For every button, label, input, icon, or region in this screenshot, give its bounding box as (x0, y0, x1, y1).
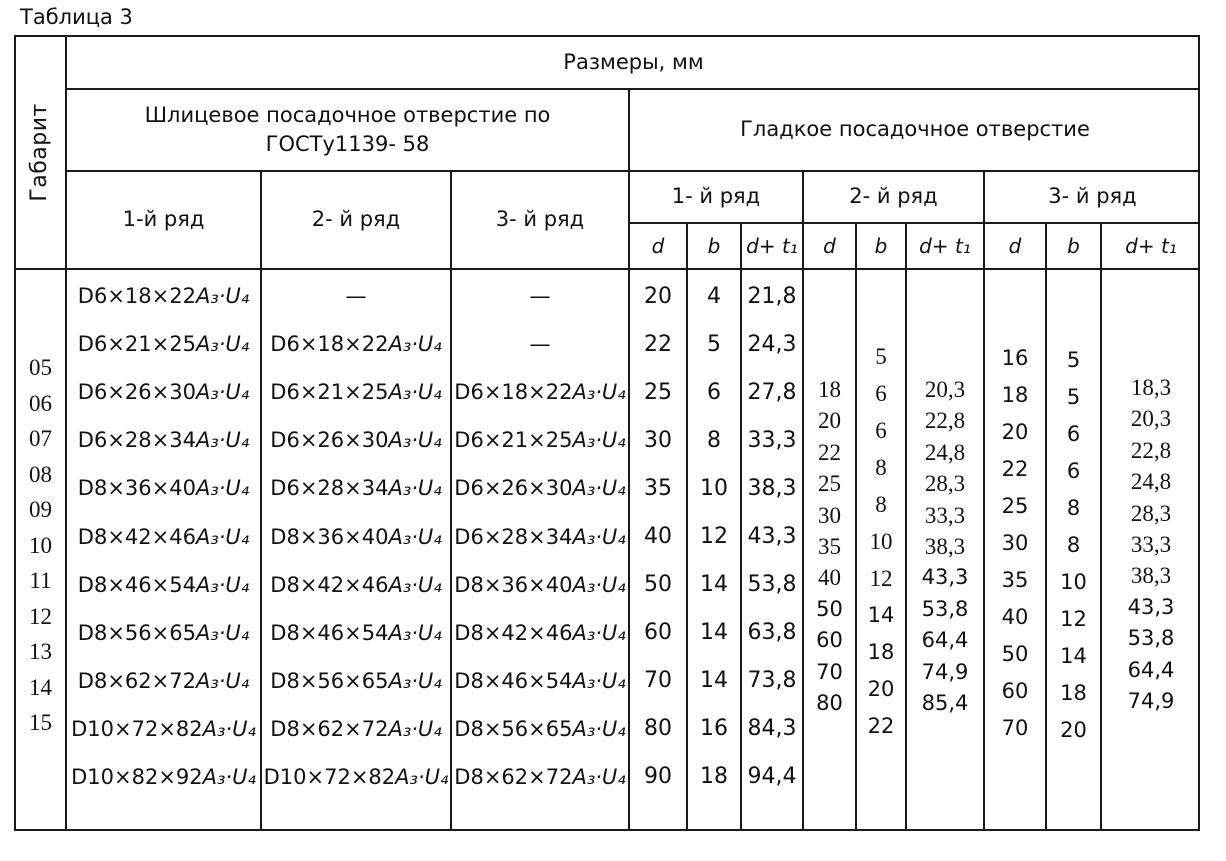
dt1-value: 20,3 (1130, 406, 1172, 432)
dt1-value: 84,3 (747, 716, 797, 742)
b-label: b (707, 234, 721, 258)
splined-designation: — (529, 332, 551, 357)
dt1-value: 53,8 (921, 596, 969, 621)
smooth3-d-column (983, 268, 1045, 831)
b-value: 20 (1060, 718, 1087, 742)
d-value: 60 (1001, 679, 1029, 703)
b-value: 14 (1060, 644, 1087, 668)
smooth3-dt1-values-sans (1102, 592, 1200, 718)
d-value: 18 (818, 377, 841, 402)
d-value: 18 (1001, 383, 1029, 407)
splined-designation: D6×26×30 A₃·U₄ (270, 428, 442, 453)
d-value: 80 (644, 716, 672, 742)
splined-designation: D6×28×34 A₃·U₄ (270, 476, 442, 501)
smooth-col2-header (802, 170, 983, 222)
b-value: 12 (700, 524, 728, 550)
dt1-value: 38,3 (747, 475, 797, 501)
b-value: 18 (1060, 681, 1087, 705)
d-value: 35 (1001, 568, 1029, 592)
smooth1-b-values (686, 268, 740, 831)
smooth1-b-header (686, 222, 740, 268)
splined-col1-header (65, 170, 260, 268)
smooth-section-header-cell (628, 88, 1200, 170)
d-label: d (1008, 234, 1022, 258)
splined-col1-header-label: 1-й ряд (122, 207, 205, 232)
smooth3-d-values (985, 340, 1045, 747)
dt1-label: d+ t₁ (1125, 234, 1177, 258)
d-value: 40 (1001, 605, 1029, 629)
d-value: 40 (818, 565, 841, 591)
smooth2-dt1-header (905, 222, 983, 268)
b-value: 8 (1066, 496, 1081, 520)
dt1-value: 85,4 (921, 691, 969, 716)
dt1-value: 20,3 (924, 377, 966, 402)
smooth2-dt1-values-serif (907, 374, 983, 562)
dt1-value: 22,8 (924, 408, 966, 434)
smooth1-dt1-values (740, 268, 802, 831)
d-value: 35 (644, 475, 672, 501)
smooth2-b-header (855, 222, 905, 268)
dt1-value: 21,8 (747, 283, 797, 309)
b-value: 6 (1066, 459, 1081, 483)
b-value: 8 (875, 492, 887, 517)
b-label: b (1067, 234, 1080, 258)
smooth3-dt1-values-serif (1102, 372, 1200, 592)
gabarit-value: 15 (29, 710, 52, 735)
smooth3-dt1-header (1100, 222, 1200, 268)
smooth3-d-header (983, 222, 1045, 268)
splined-section-header-line2: ГОСТу1139- 58 (265, 132, 430, 156)
b-value: 14 (867, 603, 895, 627)
smooth-col1-header-label: 1- й ряд (671, 184, 761, 209)
dt1-value: 22,8 (1130, 437, 1172, 463)
gabarit-header-cell (14, 35, 65, 268)
splined-designation: — (529, 284, 551, 309)
d-value: 30 (644, 427, 672, 453)
splined-designation: D8×56×65 A₃·U₄ (77, 620, 250, 645)
splined-designation: D6×26×30 A₃·U₄ (77, 380, 250, 405)
b-value: 10 (700, 475, 728, 501)
b-value: 16 (700, 716, 728, 742)
splined-designation: D10×82×92 A₃·U₄ (71, 764, 256, 789)
b-value: 8 (875, 455, 887, 480)
splined-designation: D6×18×22 A₃·U₄ (270, 332, 442, 357)
b-value: 4 (707, 283, 721, 309)
dt1-value: 27,8 (747, 379, 797, 405)
smooth1-d-header (628, 222, 686, 268)
splined-designation: D6×28×34 A₃·U₄ (454, 524, 626, 549)
gabarit-value: 05 (29, 355, 52, 380)
d-value: 22 (644, 331, 672, 357)
d-value: 80 (816, 691, 843, 716)
dt1-value: 24,8 (924, 439, 966, 465)
d-value: 50 (816, 596, 843, 621)
b-value: 14 (700, 668, 728, 694)
b-value: 5 (1066, 385, 1081, 409)
splined-designation: D6×26×30 A₃·U₄ (454, 476, 626, 501)
d-value: 70 (816, 659, 843, 684)
smooth2-d-column (802, 268, 855, 831)
dt1-value: 74,9 (921, 659, 969, 684)
gabarit-value: 12 (29, 603, 52, 629)
splined-designation: D8×46×54 A₃·U₄ (270, 620, 442, 645)
d-value: 22 (818, 439, 841, 465)
d-value: 60 (644, 620, 672, 646)
smooth3-dt1-column (1100, 268, 1200, 831)
splined-section-header-line1: Шлицевое посадочное отверстие по (144, 102, 551, 127)
d-value: 70 (644, 668, 672, 694)
splined-designation: D8×42×46 A₃·U₄ (77, 524, 250, 549)
b-value: 12 (869, 566, 893, 591)
smooth-col3-header-label: 3- й ряд (1048, 184, 1137, 209)
splined-col3-header (450, 170, 628, 268)
sizes-header-label: Размеры, мм (563, 49, 704, 74)
splined-designation: D8×62×72 A₃·U₄ (270, 716, 442, 741)
dt1-value: 33,3 (747, 427, 797, 453)
splined-designation: D10×72×82 A₃·U₄ (71, 716, 256, 741)
dt1-value: 73,8 (747, 668, 797, 694)
dt1-value: 28,3 (924, 471, 966, 497)
smooth-col1-header (628, 170, 802, 222)
dt1-value: 94,4 (747, 764, 797, 790)
d-value: 20 (1001, 420, 1029, 444)
b-value: 10 (869, 529, 893, 554)
splined-col1-values (65, 268, 260, 831)
dt1-value: 43,3 (747, 524, 797, 550)
d-value: 25 (1001, 494, 1029, 518)
smooth3-b-header (1045, 222, 1100, 268)
b-value: 20 (867, 677, 895, 701)
d-value: 50 (644, 572, 672, 598)
splined-designation: D8×36×40 A₃·U₄ (454, 572, 626, 597)
d-value: 70 (1001, 716, 1029, 740)
dt1-value: 53,8 (1127, 626, 1175, 651)
splined-designation: D8×46×54 A₃·U₄ (77, 572, 250, 597)
d-value: 20 (644, 283, 672, 309)
table-caption: Таблица 3 (20, 5, 133, 29)
dt1-label: d+ t₁ (919, 234, 971, 258)
splined-designation: D6×21×25 A₃·U₄ (454, 428, 626, 453)
b-value: 6 (707, 379, 721, 405)
splined-designation: D8×46×54 A₃·U₄ (454, 668, 626, 693)
splined-designation: D6×28×34 A₃·U₄ (77, 428, 250, 453)
dimensions-table (14, 35, 1200, 831)
splined-designation: D6×18×22 A₃·U₄ (454, 380, 626, 405)
smooth1-dt1-header (740, 222, 802, 268)
smooth3-b-values (1047, 342, 1100, 749)
smooth-section-header-label: Гладкое посадочное отверстие (740, 117, 1090, 142)
d-value: 22 (1001, 457, 1029, 481)
splined-designation: D8×36×40 A₃·U₄ (270, 524, 442, 549)
splined-designation: D8×36×40 A₃·U₄ (77, 476, 250, 501)
d-value: 40 (644, 524, 672, 550)
dt1-value: 28,3 (1130, 500, 1172, 526)
gabarit-values-column (14, 268, 65, 831)
d-value: 30 (818, 502, 841, 528)
gabarit-value: 07 (29, 426, 52, 451)
dt1-value: 63,8 (747, 620, 797, 646)
dt1-value: 38,3 (924, 534, 966, 560)
b-value: 12 (1060, 607, 1087, 631)
smooth-col2-header-label: 2- й ряд (849, 184, 938, 209)
b-value: 14 (700, 572, 728, 598)
smooth2-b-values-sans (857, 597, 905, 745)
b-value: 10 (1060, 570, 1087, 594)
dt1-label: d+ t₁ (746, 234, 798, 258)
smooth2-dt1-values-sans (907, 562, 983, 719)
smooth2-b-values-serif (857, 338, 905, 597)
smooth2-d-values-sans (804, 594, 855, 720)
dt1-value: 43,3 (921, 565, 969, 590)
b-label: b (874, 234, 888, 258)
dt1-value: 33,3 (924, 502, 966, 528)
d-label: d (651, 234, 665, 258)
dt1-value: 43,3 (1127, 594, 1175, 619)
gabarit-header-label: Габарит (27, 103, 53, 202)
dt1-value: 33,3 (1130, 532, 1172, 558)
splined-designation: D6×18×22 A₃·U₄ (77, 284, 250, 309)
b-value: 14 (700, 620, 728, 646)
dt1-value: 74,9 (1127, 689, 1175, 714)
smooth2-dt1-column (905, 268, 983, 831)
splined-designation: D8×62×72 A₃·U₄ (77, 668, 250, 693)
gabarit-value: 06 (29, 390, 52, 416)
splined-col2-header-label: 2- й ряд (311, 207, 401, 232)
d-value: 60 (816, 628, 843, 653)
b-value: 5 (707, 331, 721, 357)
d-value: 90 (644, 764, 672, 790)
splined-designation: D6×21×25 A₃·U₄ (270, 380, 442, 405)
sizes-header-cell (65, 35, 1200, 88)
splined-designation: D8×56×65 A₃·U₄ (454, 716, 626, 741)
smooth3-b-column (1045, 268, 1100, 831)
b-value: 6 (1066, 422, 1081, 446)
gabarit-value: 13 (29, 639, 52, 664)
b-value: 18 (700, 764, 728, 790)
d-value: 30 (1001, 531, 1029, 555)
splined-designation: D8×56×65 A₃·U₄ (270, 668, 442, 693)
splined-col2-header (260, 170, 450, 268)
dt1-value: 64,4 (921, 628, 969, 653)
d-value: 20 (818, 408, 841, 434)
splined-designation: D6×21×25 A₃·U₄ (77, 332, 250, 357)
d-value: 25 (818, 471, 841, 497)
smooth1-d-values (628, 268, 686, 831)
gabarit-value: 11 (29, 568, 52, 593)
b-value: 5 (875, 344, 887, 369)
smooth2-d-header (802, 222, 855, 268)
dt1-value: 18,3 (1130, 375, 1172, 400)
splined-designation: D8×42×46 A₃·U₄ (454, 620, 626, 645)
splined-designation: D8×42×46 A₃·U₄ (270, 572, 442, 597)
b-value: 6 (875, 381, 887, 406)
smooth2-d-values-serif (804, 374, 855, 594)
d-label: d (823, 234, 836, 258)
gabarit-value: 10 (29, 532, 52, 558)
splined-col2-values (260, 268, 450, 831)
d-value: 16 (1001, 346, 1029, 370)
splined-section-header-cell (65, 88, 628, 170)
d-value: 50 (1001, 642, 1029, 666)
b-value: 18 (867, 640, 895, 664)
splined-designation: — (345, 284, 367, 309)
splined-designation: D10×72×82 A₃·U₄ (263, 764, 449, 789)
splined-designation: D8×62×72 A₃·U₄ (454, 764, 626, 789)
dt1-value: 24,8 (1130, 469, 1172, 495)
b-value: 8 (707, 427, 721, 453)
splined-col3-header-label: 3- й ряд (495, 207, 585, 232)
b-value: 5 (1066, 348, 1081, 372)
d-value: 35 (818, 534, 841, 560)
b-value: 22 (867, 714, 895, 738)
gabarit-value: 09 (29, 497, 52, 522)
smooth-col3-header (983, 170, 1200, 222)
smooth2-b-column (855, 268, 905, 831)
b-value: 6 (875, 418, 887, 443)
dt1-value: 64,4 (1127, 657, 1175, 682)
b-value: 8 (1066, 533, 1081, 557)
gabarit-value: 14 (29, 674, 52, 700)
d-value: 25 (644, 379, 672, 405)
splined-col3-values (450, 268, 628, 831)
dt1-value: 24,3 (747, 331, 797, 357)
gabarit-value: 08 (29, 461, 52, 487)
dt1-value: 38,3 (1130, 563, 1172, 589)
dt1-value: 53,8 (747, 572, 797, 598)
